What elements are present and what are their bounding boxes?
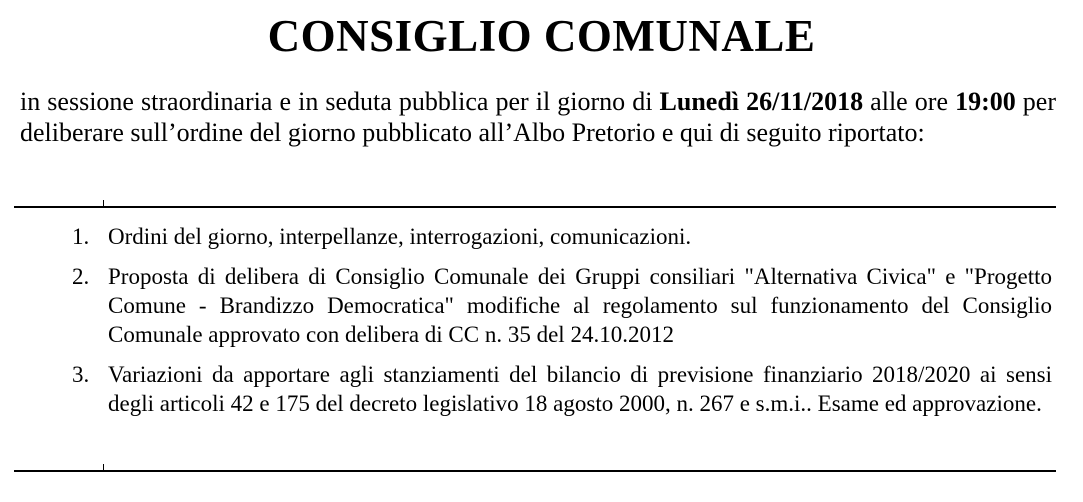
agenda-list — [60, 222, 1052, 429]
agenda-item-text: Variazioni da apportare agli stanziamenti del bilancio di previsione finanziario 2018/2020 ai sensi degli articoli 42 e 175 del decreto legislativo 18 agosto 2000, n. 267 e s.m.i.. Esame ed approvazione. — [108, 362, 1052, 416]
meeting-date: Lunedì 26/11/2018 — [659, 87, 864, 116]
bottom-divider-tick — [103, 464, 104, 470]
agenda-item — [60, 222, 1052, 251]
agenda-item-number: 1. — [72, 224, 90, 249]
bottom-divider — [14, 470, 1056, 472]
top-divider-tick — [103, 200, 104, 206]
intro-text-end: per deliberare sull’ordine del giorno pubblicato all’Albo Pretorio e qui di seguito riportato: — [20, 87, 1057, 147]
agenda-item-text: Proposta di delibera di Consiglio Comunale dei Gruppi consiliari "Alternativa Civica" e "Progetto Comune - Brandizzo Democratica" modifiche al regolamento sul funzionamento del Consiglio Comunale approvato con delibera di CC n. 35 del 24.10.2012 — [108, 264, 1052, 347]
meeting-time: 19:00 — [955, 87, 1016, 116]
agenda-item — [60, 262, 1052, 349]
intro-paragraph — [20, 86, 1056, 148]
top-divider — [14, 206, 1056, 208]
agenda-item-text: Ordini del giorno, interpellanze, interrogazioni, comunicazioni. — [108, 224, 692, 249]
intro-text-middle: alle ore — [863, 87, 956, 116]
agenda-item-number: 3. — [72, 362, 90, 387]
intro-text-start: in sessione straordinaria e in seduta pubblica per il giorno di — [20, 87, 660, 116]
agenda-item — [60, 360, 1052, 418]
agenda-item-number: 2. — [72, 264, 90, 289]
document-title: CONSIGLIO COMUNALE — [267, 11, 816, 61]
